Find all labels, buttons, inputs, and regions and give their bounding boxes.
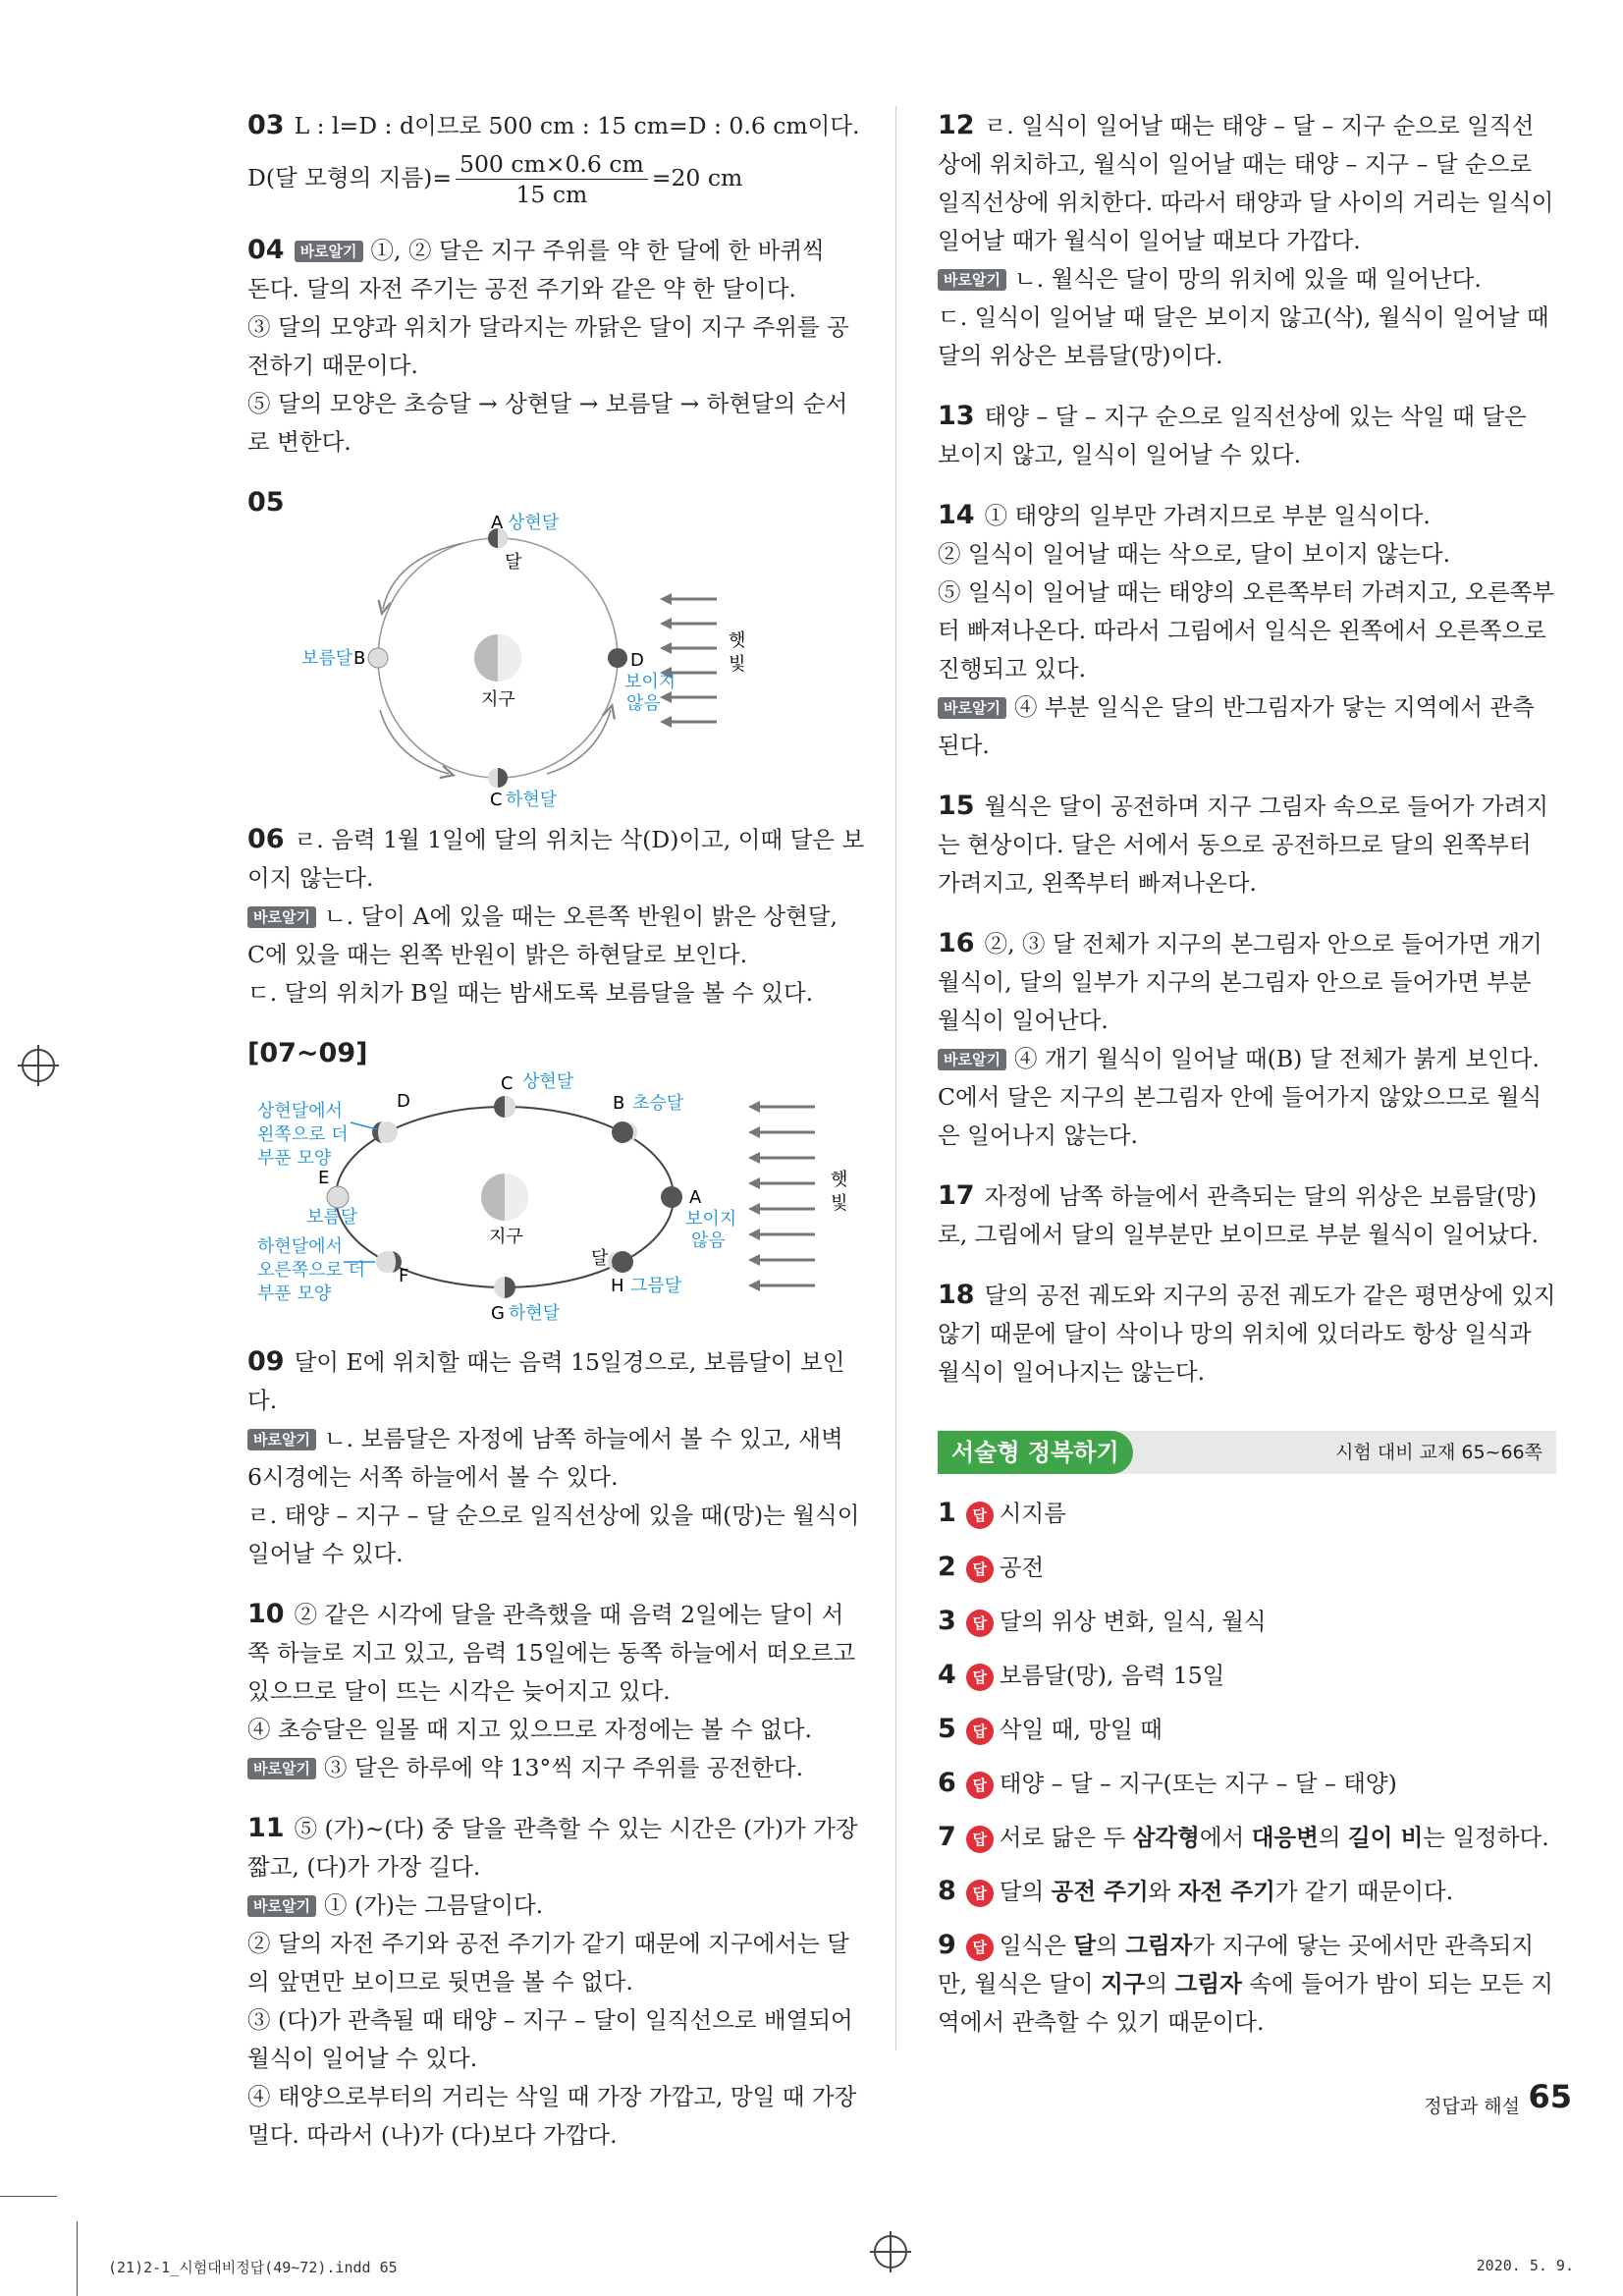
moon-e-icon [327,1186,349,1208]
moon-phase-svg [247,1071,866,1331]
answer-04 [247,231,866,462]
moon-b-icon [368,648,388,668]
answer-text: 의 앞면만 보이므로 뒷면을 볼 수 없다. [247,1968,633,1995]
question-number: 17 [938,1180,975,1211]
answer-text: ① (가)는 그믐달이다. [323,1891,544,1919]
label-b-name: 초승달 [632,1093,684,1114]
label-c-name: 상현달 [522,1071,574,1092]
answer-text: 6시경에는 서쪽 하늘에서 볼 수 있다. [247,1463,619,1491]
label-e-name: 보름달 [306,1207,358,1228]
answer-text: 공전 [999,1554,1045,1581]
answer-text: 로, 그림에서 달의 일부분만 보이므로 부분 월식이 일어났다. [938,1221,1540,1248]
moon-h-icon [612,1251,633,1273]
label-a: A [689,1187,702,1208]
correction-badge: 바로알기 [247,1895,316,1917]
answer-text: 보이지 않고, 일식이 일어날 수 있다. [938,441,1302,468]
moon-d-icon [608,648,627,668]
moon-orbit-svg [247,513,866,810]
registration-mark-icon [22,1049,55,1082]
label-h-name: 그믐달 [630,1276,682,1296]
keyword: 달 [1073,1932,1097,1959]
answer-text: ㄴ. 월식은 달이 망의 위치에 있을 때 일어난다. [1013,265,1482,293]
answer-text: 의 [1096,1932,1126,1959]
answer-text: ①, ② 달은 지구 주위를 약 한 달에 한 바퀴씩 [370,237,825,264]
answer-text: ④ 개기 월식이 일어날 때(B) 달 전체가 붉게 보인다. [1013,1045,1540,1072]
answer-text: ㄹ. 태양 – 지구 – 달 순으로 일직선상에 있을 때(망)는 월식이 [247,1502,860,1529]
label-b-name: 보름달 [301,648,353,669]
answer-text: L : l=D : d이므로 500 cm : 15 cm=D : 0.6 cm이다. [294,112,860,139]
label-g-name: 하현달 [509,1303,561,1324]
answer-text: 쪽 하늘로 지고 있고, 음력 15일에는 동쪽 하늘에서 떠오르고 [247,1639,856,1667]
answer-16 [938,924,1556,1155]
answer-badge: 답 [966,1880,994,1907]
keyword: 대응변 [1251,1824,1319,1851]
left-column [247,106,866,2176]
question-number: 10 [247,1599,285,1629]
question-number: 15 [938,791,975,821]
answer-text: 터 빠져나온다. 따라서 그림에서 일식은 왼쪽에서 오른쪽으로 [938,617,1546,644]
answer-text: 전하기 때문이다. [247,352,418,379]
keyword: 지구 [1101,1970,1146,1997]
short-answer [938,1548,1556,1587]
label-d-desc: 왼쪽으로 더 [257,1124,349,1145]
short-answer [938,1602,1556,1641]
answer-text: 있으므로 달이 뜨는 시각은 늦어지고 있다. [247,1677,671,1705]
label-f: F [399,1266,409,1286]
answer-text: 자정에 남쪽 하늘에서 관측되는 달의 위상은 보름달(망) [984,1182,1538,1210]
page-number: 65 [1528,2078,1572,2115]
correction-badge: 바로알기 [247,906,316,928]
label-moon: 달 [591,1248,609,1269]
label-a-name: 않음 [691,1230,726,1251]
label-sunlight: 빛 [729,654,746,675]
answer-text: 월식이, 달의 일부가 지구의 본그림자 안으로 들어가면 부분 [938,968,1532,996]
label-d: D [630,650,644,671]
keyword: 길이 비 [1347,1824,1424,1851]
answer-text: 의 [1145,1970,1175,1997]
answer-text: 가려지고, 왼쪽부터 빠져나온다. [938,869,1257,897]
answer-text: ③ (다)가 관측될 때 태양 – 지구 – 달이 일직선으로 배열되어 [247,2006,853,2034]
answer-badge: 답 [966,1934,994,1961]
label-d-name: 않음 [626,693,661,714]
answer-10 [247,1595,866,1787]
answer-06 [247,820,866,1012]
answer-text: 서로 닮은 두 [999,1824,1133,1851]
correction-badge: 바로알기 [938,1049,1006,1070]
question-number: 06 [247,824,285,854]
label-d-desc: 부푼 모양 [257,1148,332,1169]
answer-text: D(달 모형의 지름)= [247,164,453,191]
answer-text: 달의 위상은 보름달(망)이다. [938,342,1223,369]
label-sunlight: 햇 [831,1170,848,1190]
answer-07-09-title [247,1034,866,1073]
label-sunlight: 햇 [729,630,746,651]
question-number: 16 [938,928,975,958]
answer-badge: 답 [966,1772,994,1799]
answer-text: 보름달(망), 음력 15일 [999,1662,1225,1689]
answer-text: =20 cm [651,164,743,191]
answer-text: 만, 월식은 달이 [938,1970,1102,1997]
print-date: 2020. 5. 9. [1476,2257,1574,2274]
answer-text: 일식은 [999,1932,1074,1959]
label-f-desc: 오른쪽으로 더 [257,1260,366,1281]
question-number: 09 [247,1346,285,1377]
answer-text: 은 일어나지 않는다. [938,1121,1139,1149]
answer-number: 8 [938,1876,956,1906]
answer-text: ㄴ. 보름달은 자정에 남쪽 하늘에서 볼 수 있고, 새벽 [323,1425,843,1452]
answer-text: 달의 위상 변화, 일식, 월식 [999,1608,1267,1635]
answer-03 [247,106,866,209]
answer-text: 월식이 일어날 수 있다. [247,2045,478,2072]
label-c: C [490,790,503,810]
answer-11 [247,1809,866,2155]
label-f-desc: 하현달에서 [257,1236,343,1257]
answer-badge: 답 [966,1556,994,1583]
answer-badge: 답 [966,1664,994,1691]
answer-number: 4 [938,1660,956,1690]
answer-text: 삭일 때, 망일 때 [999,1716,1163,1743]
short-answer [938,1710,1556,1749]
correction-badge: 바로알기 [938,697,1006,719]
answer-text: ②, ③ 달 전체가 지구의 본그림자 안으로 들어가면 개기 [984,930,1542,957]
question-range: [07~09] [247,1038,368,1068]
answer-text: 태양 – 달 – 지구(또는 지구 – 달 – 태양) [999,1770,1397,1797]
answer-text: C에 있을 때는 왼쪽 반원이 밝은 하현달로 보인다. [247,941,748,968]
answer-text: 일어날 수 있다. [247,1540,404,1567]
label-moon: 달 [505,552,522,573]
answer-number: 1 [938,1498,956,1528]
answer-text: ④ 부분 일식은 달의 반그림자가 닿는 지역에서 관측 [1013,693,1535,721]
answer-text: 멀다. 따라서 (나)가 (다)보다 가깝다. [247,2121,618,2149]
fraction-denominator: 15 cm [515,181,588,208]
answer-text: 시지름 [999,1500,1066,1527]
answer-badge: 답 [966,1718,994,1745]
answer-text: 않기 때문에 달이 삭이나 망의 위치에 있더라도 항상 일식과 [938,1320,1532,1347]
answer-number: 9 [938,1930,956,1960]
answer-text: ① 태양의 일부만 가려지므로 부분 일식이다. [984,502,1431,529]
label-b: B [613,1093,625,1114]
label-c: C [501,1073,514,1094]
answer-09 [247,1342,866,1573]
print-file-info: (21)2-1_시험대비정답(49~72).indd 65 [108,2259,398,2276]
answer-number: 6 [938,1768,956,1798]
question-number: 04 [247,235,285,265]
answer-number: 7 [938,1822,956,1852]
answer-text: 는 일정하다. [1423,1824,1549,1851]
short-answer [938,1872,1556,1911]
answer-text: ② 같은 시각에 달을 관측했을 때 음력 2일에는 달이 서 [294,1601,844,1628]
answer-text: ② 일식이 일어날 때는 삭으로, 달이 보이지 않는다. [938,540,1451,568]
answer-text: ㄴ. 달이 A에 있을 때는 오른쪽 반원이 밝은 상현달, [323,902,838,930]
fraction-numerator: 500 cm×0.6 cm [456,149,648,180]
answer-text: ④ 태양으로부터의 거리는 삭일 때 가장 가깝고, 망일 때 가장 [247,2083,857,2110]
answer-text: 역에서 관측할 수 있기 때문이다. [938,2008,1265,2036]
keyword: 그림자 [1125,1932,1193,1959]
answer-text: 월식은 달이 공전하며 지구 그림자 속으로 들어가 가려지 [984,793,1548,820]
label-a-name: 보이지 [685,1209,737,1230]
keyword: 자전 주기 [1177,1878,1275,1905]
answer-text: 태양 – 달 – 지구 순으로 일직선상에 있는 삭일 때 달은 [984,403,1527,430]
short-answer [938,1764,1556,1803]
label-earth: 지구 [481,689,515,710]
short-answer [938,1494,1556,1533]
question-number: 03 [247,110,285,140]
label-e: E [318,1168,330,1188]
short-answer [938,1818,1556,1857]
answer-text: ㄷ. 달의 위치가 B일 때는 밤새도록 보름달을 볼 수 있다. [247,979,814,1007]
answer-text: 월식이 일어난다. [938,1007,1109,1034]
answer-text: ㄹ. 음력 1월 1일에 달의 위치는 삭(D)이고, 이때 달은 보 [294,826,865,853]
moon-orbit-diagram-07-09 [247,1071,866,1331]
moon-b-icon [612,1121,633,1143]
right-column [938,106,1556,2056]
moon-orbit-diagram-05 [247,513,866,810]
correction-badge: 바로알기 [247,1429,316,1450]
answer-text: 속에 들어가 밤이 되는 모든 지 [1241,1970,1554,1997]
section-header [938,1431,1556,1474]
section-reference: 시험 대비 교재 65~66쪽 [1335,1442,1542,1463]
question-number: 12 [938,110,975,140]
answer-number: 3 [938,1606,956,1636]
column-divider [895,106,896,2050]
answer-text: C에서 달은 지구의 본그림자 안에 들어가지 않았으므로 월식 [938,1083,1542,1111]
label-c-name: 하현달 [506,790,558,810]
label-f-desc: 부푼 모양 [257,1284,332,1304]
answer-text: 상에 위치하고, 월식이 일어날 때는 태양 – 지구 – 달 순으로 [938,150,1533,178]
answer-text: 가 같기 때문이다. [1274,1878,1454,1905]
answer-text: ② 달의 자전 주기와 공전 주기가 같기 때문에 지구에서는 달 [247,1930,849,1957]
answer-text: 일어날 때가 월식이 일어날 때보다 가깝다. [938,227,1361,254]
label-b: B [353,648,366,669]
question-number: 13 [938,401,975,431]
keyword: 공전 주기 [1051,1878,1149,1905]
answer-text: 이지 않는다. [247,864,374,892]
label-d: D [397,1091,410,1112]
correction-badge: 바로알기 [938,269,1006,291]
label-d-name: 보이지 [624,672,676,692]
answer-text: 는 현상이다. 달은 서에서 동으로 공전하므로 달의 왼쪽부터 [938,831,1532,858]
label-d-desc: 상현달에서 [257,1101,343,1121]
answer-text: ④ 초승달은 일몰 때 지고 있으므로 자정에는 볼 수 없다. [247,1716,812,1743]
label-a-name: 상현달 [508,513,560,533]
answer-text: 로 변한다. [247,428,352,456]
answer-text: ③ 달은 하루에 약 13°씩 지구 주위를 공전한다. [323,1754,804,1781]
answer-text: 달의 [999,1878,1052,1905]
label-h: H [611,1276,624,1296]
answer-text: ⑤ (가)~(다) 중 달을 관측할 수 있는 시간은 (가)가 가장 [294,1815,858,1842]
answer-text: 일직선상에 위치한다. 따라서 태양과 달 사이의 거리는 일식이 [938,189,1554,216]
correction-badge: 바로알기 [295,241,363,262]
short-answer [938,1926,1556,2042]
label-g: G [491,1303,505,1324]
answer-text: 된다. [938,732,990,759]
answer-17 [938,1176,1556,1254]
answer-badge: 답 [966,1610,994,1637]
answer-15 [938,787,1556,902]
answer-text: 와 [1148,1878,1178,1905]
label-earth: 지구 [489,1227,523,1247]
short-answer [938,1656,1556,1695]
answer-badge: 답 [966,1502,994,1529]
label-a: A [491,513,504,533]
answer-number: 2 [938,1552,956,1582]
answer-badge: 답 [966,1826,994,1853]
fraction [456,149,648,209]
answer-number: 5 [938,1714,956,1744]
question-number: 14 [938,500,975,530]
section-title: 서술형 정복하기 [938,1431,1133,1474]
answer-text: 가 지구에 닿는 곳에서만 관측되지 [1192,1932,1535,1959]
question-number: 18 [938,1280,975,1310]
answer-text: 돈다. 달의 자전 주기는 공전 주기와 같은 약 한 달이다. [247,275,796,302]
answer-text: ③ 달의 모양과 위치가 달라지는 까닭은 달이 지구 주위를 공 [247,313,849,341]
answer-text: ⑤ 달의 모양은 초승달 → 상현달 → 보름달 → 하현달의 순서 [247,390,848,417]
answer-text: ㄷ. 일식이 일어날 때 달은 보이지 않고(삭), 월식이 일어날 때 [938,303,1549,331]
answer-text: 월식이 일어나지는 않는다. [938,1358,1206,1386]
footer-title: 정답과 해설 [1424,2096,1520,2117]
answer-text: 짧고, (다)가 가장 길다. [247,1853,481,1881]
answer-text: 달의 공전 궤도와 지구의 공전 궤도가 같은 평면상에 있지 [984,1282,1556,1309]
label-sunlight: 빛 [831,1193,848,1214]
correction-badge: 바로알기 [247,1758,316,1779]
answer-text: 의 [1318,1824,1348,1851]
moon-a-icon [661,1186,682,1208]
answer-14 [938,496,1556,765]
answer-18 [938,1276,1556,1392]
answer-12 [938,106,1556,375]
answer-text: ㄹ. 일식이 일어날 때는 태양 – 달 – 지구 순으로 일직선 [984,112,1535,139]
answer-text: 진행되고 있다. [938,655,1087,683]
short-answer-list [938,1494,1556,2042]
answer-text: 에서 [1199,1824,1252,1851]
keyword: 그림자 [1174,1970,1242,1997]
answer-text: 달이 E에 위치할 때는 음력 15일경으로, 보름달이 보인다. [247,1348,845,1414]
crop-mark [0,2196,57,2197]
answer-13 [938,397,1556,474]
question-number: 05 [247,487,285,518]
question-number: 11 [247,1813,285,1843]
keyword: 삼각형 [1132,1824,1200,1851]
crop-mark [77,2221,78,2296]
answer-text: ⑤ 일식이 일어날 때는 태양의 오른쪽부터 가려지고, 오른쪽부 [938,578,1555,606]
registration-mark-icon [874,2235,907,2269]
